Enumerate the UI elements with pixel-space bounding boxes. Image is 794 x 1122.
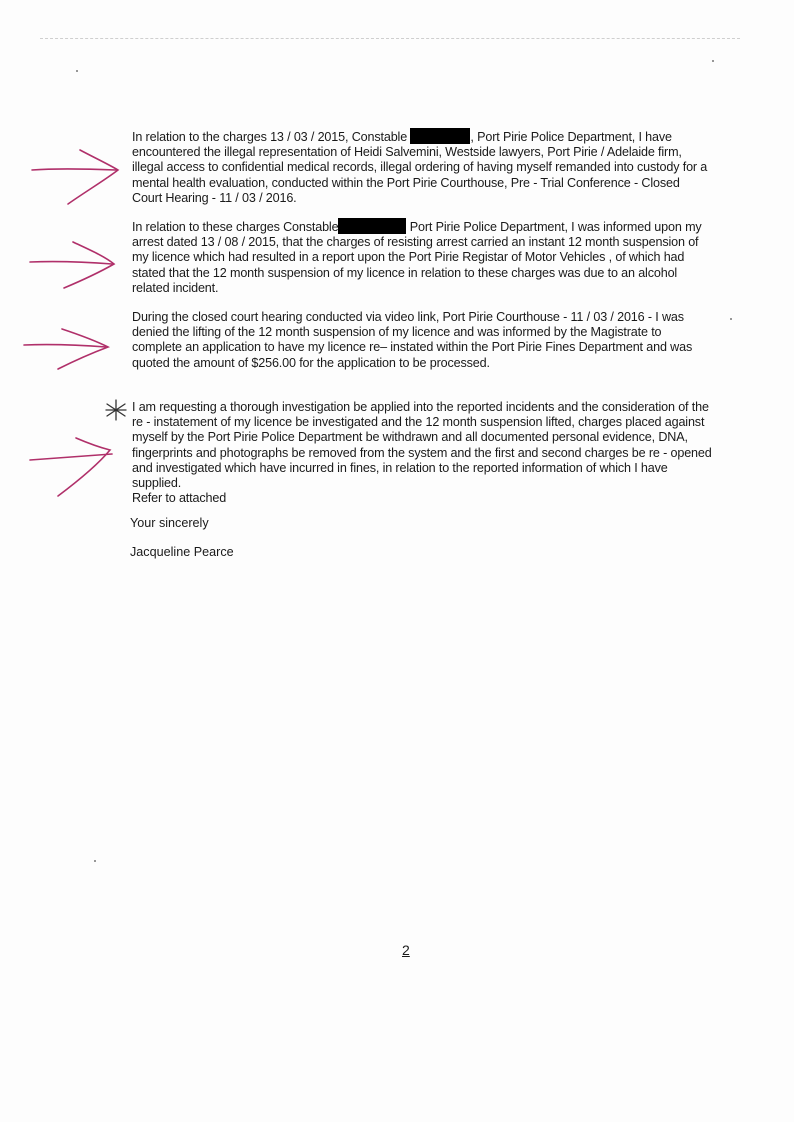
scan-speck [730,318,732,320]
paragraph-court-hearing [132,310,712,371]
handwritten-arrow-icon [28,238,118,303]
paragraph-text: , Port Pirie Police Department, I have encountered the illegal representation of Heidi Salvemini, Westside lawyers, Port Pirie / Adelaide firm, illegal access to confidential medical records, illegal ordering of having myself remanded into custody for a mental health evaluation, conducted within the Port Pirie Courthouse, Pre - Trial Conference - Closed Court Hearing - 11 / 03 / 2016. [132,130,708,205]
scan-speck [94,860,96,862]
paragraph-text: During the closed court hearing conducted via video link, Port Pirie Courthouse - 11 / 03 / 2016 - I was denied the lifting of the 12 month suspension of my licence and was informed by the Magistrate to complete an application to have my licence re– instated within the Port Pirie Fines Department and was quoted the amount of $256.00 for the application to be processed. [132,310,693,370]
redaction-block [338,218,406,234]
paragraph-text: In relation to the charges 13 / 03 / 2015, Constable [132,130,411,144]
paragraph-text: Port Pirie Police Department, I was informed upon my arrest dated 13 / 08 / 2015, that the charges of resisting arrest carried an instant 12 month suspension of my licence which had resulted in a report upon the Port Pirie Registar of Motor Vehicles , of which had stated that the 12 month suspension of my licence in relation to these charges was due to an alcohol related incident. [132,220,702,295]
signoff: Your sincerely [130,516,209,530]
redaction-block [410,128,470,144]
handwritten-arrow-icon [28,436,118,505]
paragraph-arrest-charges [132,218,712,296]
refer-line: Refer to attached [132,491,227,506]
signature-name: Jacqueline Pearce [130,545,234,559]
paragraph-request [132,400,712,506]
handwritten-arrow-icon [30,148,120,213]
scan-speck [712,60,714,62]
paragraph-text: In relation to these charges Constable [132,220,339,234]
paragraph-charges-2015 [132,128,712,206]
header-rule [40,38,740,39]
asterisk-mark-icon [104,398,128,427]
scan-speck [76,70,78,72]
paragraph-text: I am requesting a thorough investigation be applied into the reported incidents and the consideration of the re - instatement of my licence be investigated and the 12 month suspension lifted, charges placed against myself by the Port Pirie Police Department be withdrawn and all documented personal evidence, DNA, fingerprints and photographs be removed from the system and the first and second charges be re - opened and investigated which have incurred in fines, in relation to the reported information of which I have supplied. [132,400,712,491]
page-number: 2 [402,942,410,958]
handwritten-arrow-icon [22,325,112,380]
